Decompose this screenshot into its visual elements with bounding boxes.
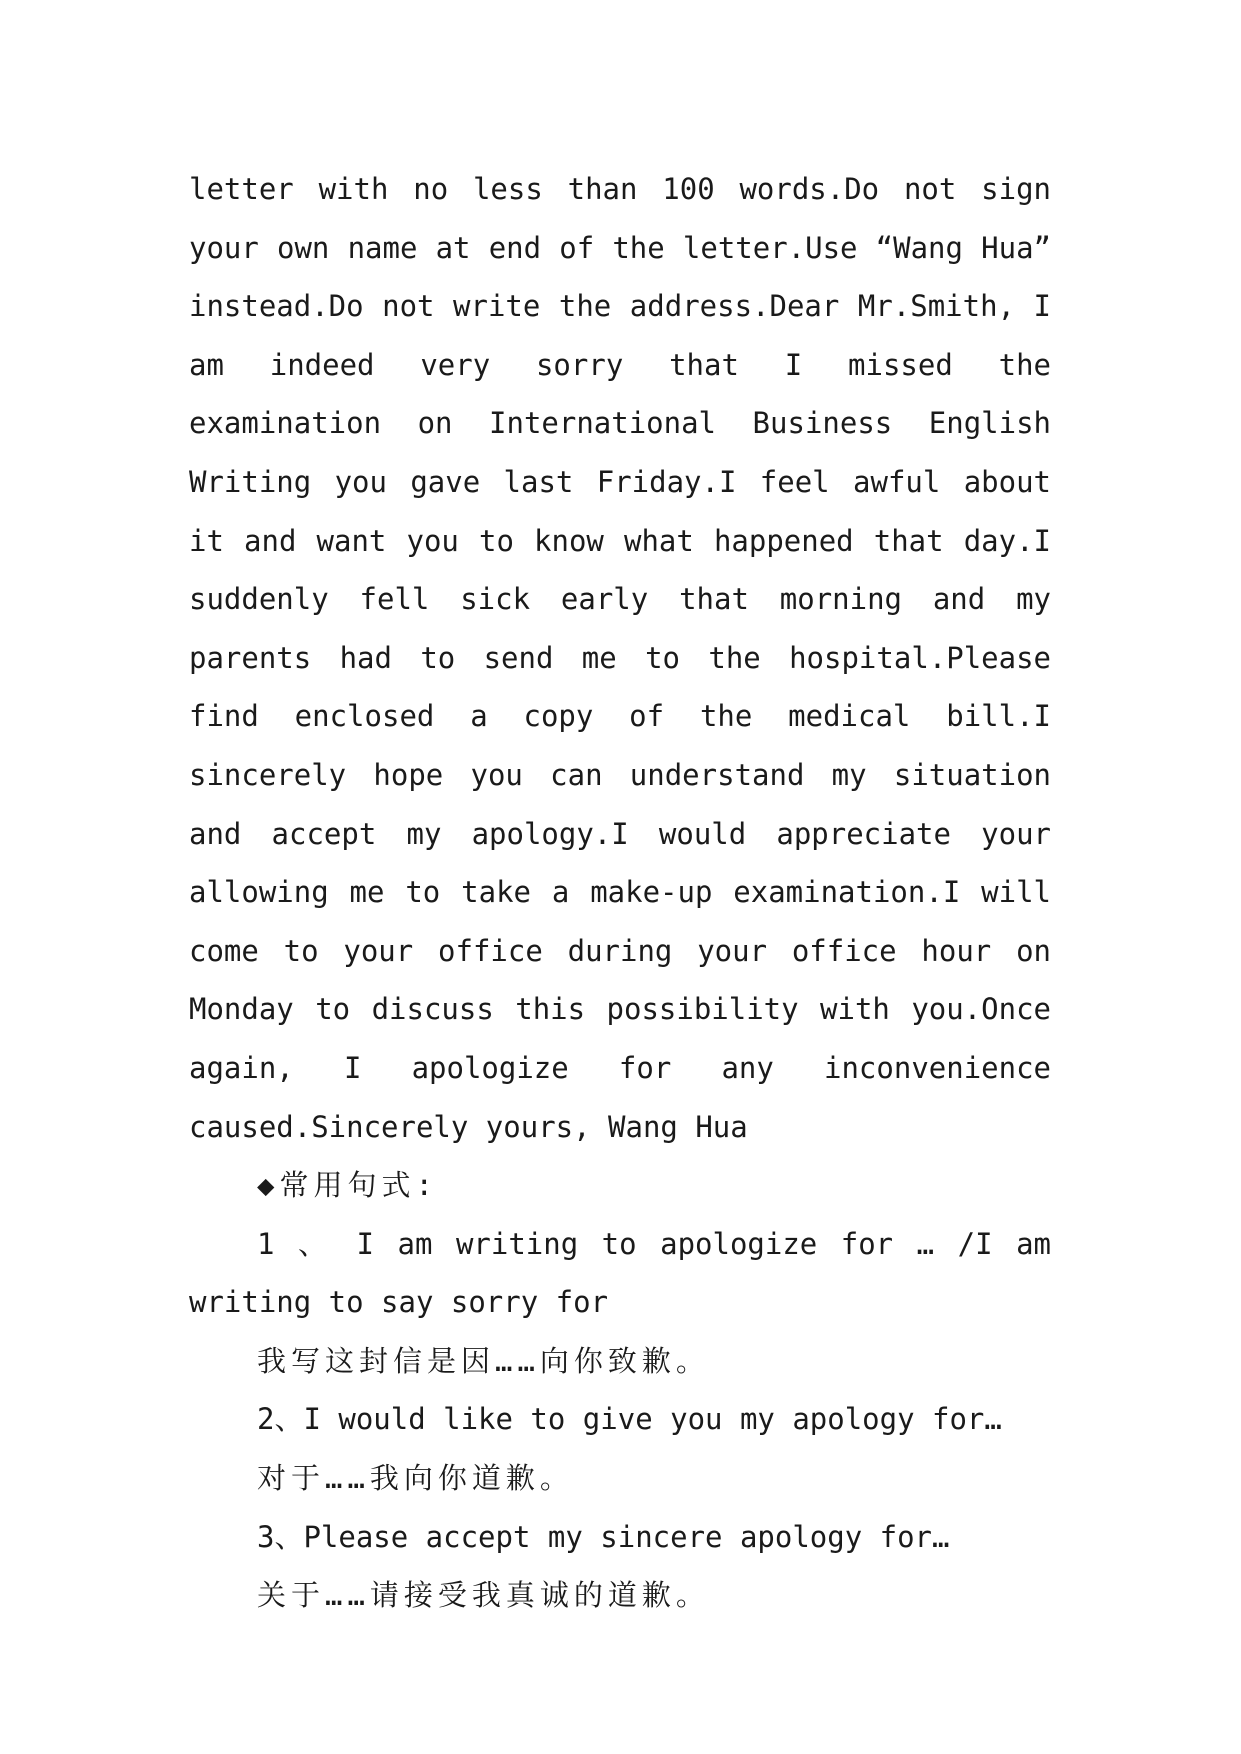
common-phrases-heading: ◆常用句式: (257, 1168, 438, 1203)
apology-letter-paragraph: letter with no less than 100 words.Do not sign your own name at end of the letter.Use “Wang Hua” instead.Do not write the address.Dear Mr.Smith, I am indeed very sorry that I missed the examination on International Business English Writing you gave last Friday.I feel awful about it and want you to know what happened that day.I suddenly fell sick early that morning and my parents had to send me to the hospital.Please find enclosed a copy of the medical bill.I sincerely hope you can understand my situation and accept my apology.I would appreciate your allowing me to take a make-up examination.I will come to your office during your office hour on Monday to discuss this possibility with you.Once again, I apologize for any inconvenience caused.Sincerely yours, Wang Hua (189, 172, 1051, 1144)
phrase-2-english: 2、I would like to give you my apology for… (257, 1402, 1002, 1437)
phrase-1-english: 1 、 I am writing to apologize for … /I am writing to say sorry for (189, 1226, 1051, 1320)
phrase-3-english: 3、Please accept my sincere apology for… (257, 1519, 950, 1554)
phrase-3-chinese: 关于……请接受我真诚的道歉。 (257, 1578, 710, 1613)
phrase-2-chinese: 对于……我向你道歉。 (257, 1461, 574, 1496)
document-body (189, 160, 1051, 1625)
phrase-1-chinese: 我写这封信是因……向你致歉。 (257, 1343, 710, 1378)
